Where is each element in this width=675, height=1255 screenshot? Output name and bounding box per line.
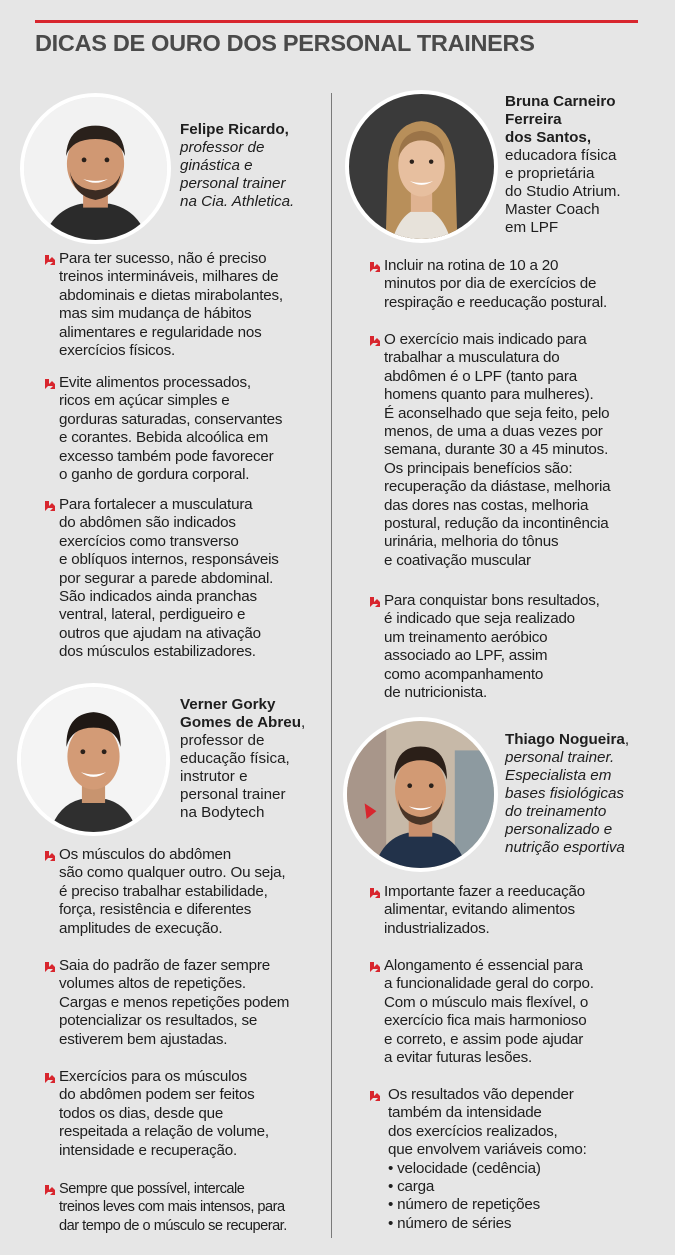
headline-rule	[35, 20, 638, 23]
tip-line: do abdômen são indicados	[59, 514, 236, 532]
bio-line: educadora física	[505, 147, 617, 164]
tip-line: um treinamento aeróbico	[384, 628, 548, 646]
thiago-portrait	[347, 721, 494, 868]
tip-line: exercício fica mais harmonioso	[384, 1012, 587, 1030]
tip-line: O exercício mais indicado para	[384, 331, 587, 348]
tip-line: homens quanto para mulheres).	[384, 386, 594, 404]
tip-line: recuperação da diástase, melhoria	[384, 478, 611, 496]
tip-line: de nutricionista.	[384, 684, 487, 702]
tip-line: todos os dias, desde que	[59, 1104, 224, 1122]
tip-line: exercícios físicos.	[59, 342, 176, 360]
tip-line: respeitada a relação de volume,	[59, 1123, 269, 1141]
bio-line: e proprietária	[505, 165, 595, 182]
tip-line: • número de séries	[388, 1214, 512, 1232]
verner-name-line1: Verner Gorky	[180, 696, 276, 713]
tip-line: Para fortalecer a musculatura	[59, 496, 253, 513]
tip-line: industrializados.	[384, 919, 490, 937]
thiago-bio: Thiago Nogueira, personal trainer. Especialista em bases fisiológicas do treinamento personalizado e nutrição esportiva	[505, 731, 665, 857]
tip-line: Alongamento é essencial para	[384, 957, 583, 974]
bruna-portrait	[349, 94, 494, 239]
tip-line: Sempre que possível, intercale	[59, 1181, 245, 1197]
tip-line: volumes altos de repetições.	[59, 975, 246, 993]
tip-line: como acompanhamento	[384, 665, 544, 683]
red-arrow-icon	[44, 961, 56, 973]
bio-line: Master Coach	[505, 201, 600, 218]
tip-line: a funcionalidade geral do corpo.	[384, 975, 594, 993]
tip-line: amplitudes de execução.	[59, 919, 223, 937]
thiago-name: Thiago Nogueira	[505, 731, 625, 748]
tip-line: estiverem bem ajustadas.	[59, 1030, 228, 1048]
felipe-bio: Felipe Ricardo, professor de ginástica e personal trainer na Cia. Athletica.	[180, 121, 320, 211]
bio-line: personal trainer.	[505, 749, 615, 766]
tip-line: Os músculos do abdômen	[59, 846, 232, 863]
tip-line: Exercícios para os músculos	[59, 1068, 247, 1085]
tip-line: semana, durante 30 a 45 minutos.	[384, 441, 609, 459]
felipe-photo	[20, 93, 171, 244]
bruna-name-line2: Ferreira	[505, 111, 562, 128]
tip-line: Evite alimentos processados,	[59, 374, 251, 391]
column-divider	[331, 93, 332, 1238]
tip-line: do abdômen podem ser feitos	[59, 1086, 255, 1104]
tip-line: que envolvem variáveis como:	[388, 1141, 587, 1159]
tip-line: dos exercícios realizados,	[388, 1122, 558, 1140]
verner-name-line2: Gomes de Abreu	[180, 714, 301, 731]
tip-line: treinos leves com mais intensos, para	[59, 1199, 285, 1216]
bio-line: professor de	[180, 139, 265, 156]
bio-line: professor de	[180, 732, 265, 749]
tip-line: é preciso trabalhar estabilidade,	[59, 882, 268, 900]
red-arrow-icon	[44, 254, 56, 266]
bio-line: na Bodytech	[180, 804, 265, 821]
tip-line: associado ao LPF, assim	[384, 647, 548, 665]
tip-line: abdominais e dietas mirabolantes,	[59, 286, 283, 304]
tip-line: Para conquistar bons resultados,	[384, 592, 600, 609]
tip-line: e coativação muscular	[384, 551, 531, 569]
red-arrow-icon	[44, 500, 56, 512]
bio-line: na Cia. Athletica.	[180, 193, 295, 210]
red-arrow-icon	[369, 1090, 381, 1102]
tip-line: minutos por dia de exercícios de	[384, 275, 597, 293]
felipe-portrait	[24, 97, 167, 240]
tip-line: Incluir na rotina de 10 a 20	[384, 257, 559, 274]
tip-line: respiração e reeducação postural.	[384, 293, 608, 311]
tip-line: É aconselhado que seja feito, pelo	[384, 404, 610, 422]
tip-line: das dores nas costas, melhoria	[384, 496, 589, 514]
tip-line: ricos em açúcar simples e	[59, 392, 230, 410]
tip-line: postural, redução da incontinência	[384, 515, 609, 533]
bio-line: bases fisiológicas	[505, 785, 625, 802]
tip-line: também da intensidade	[388, 1104, 542, 1122]
tip-line: São indicados ainda pranchas	[59, 588, 257, 606]
red-arrow-icon	[369, 335, 381, 347]
red-arrow-icon	[369, 887, 381, 899]
bio-line: ginástica e	[180, 157, 253, 174]
verner-bio: Verner Gorky Gomes de Abreu, professor de educação física, instrutor e personal trainer na Bodytech	[180, 696, 325, 822]
tip-line: Importante fazer a reeducação	[384, 883, 586, 900]
tip-line: gorduras saturadas, conservantes	[59, 410, 283, 428]
felipe-name: Felipe Ricardo	[180, 121, 285, 138]
red-arrow-icon	[44, 1072, 56, 1084]
bio-line: educação física,	[180, 750, 290, 767]
tip-line: • velocidade (cedência)	[388, 1159, 541, 1177]
tip-line: dar tempo de o músculo se recuperar.	[59, 1217, 287, 1234]
bruna-name-line3: dos Santos	[505, 129, 587, 146]
tip-line: e correto, e assim pode ajudar	[384, 1030, 584, 1048]
red-arrow-icon	[369, 961, 381, 973]
tip-line: dos músculos estabilizadores.	[59, 643, 256, 661]
tip-line: • carga	[388, 1178, 435, 1196]
bio-line: personalizado e	[505, 821, 613, 838]
thiago-photo	[343, 717, 498, 872]
tip-line: intensidade e recuperação.	[59, 1141, 238, 1159]
bio-line: nutrição esportiva	[505, 839, 625, 856]
red-arrow-icon	[44, 378, 56, 390]
bio-line: do Studio Atrium.	[505, 183, 621, 200]
tip-line: Os principais benefícios são:	[384, 459, 573, 477]
tip-line: força, resistência e diferentes	[59, 901, 252, 919]
tip-line: a evitar futuras lesões.	[384, 1049, 532, 1067]
red-arrow-icon	[44, 1184, 56, 1196]
tip-line: o ganho de gordura corporal.	[59, 466, 250, 484]
tip-line: menos, de uma a duas vezes por	[384, 423, 603, 441]
tip-line: Saia do padrão de fazer sempre	[59, 957, 270, 974]
tip-line: e oblíquos internos, responsáveis	[59, 551, 279, 569]
red-arrow-icon	[369, 261, 381, 273]
tip-line: trabalhar a musculatura do	[384, 349, 560, 367]
bio-line: instrutor e	[180, 768, 248, 785]
page-headline: DICAS DE OURO DOS PERSONAL TRAINERS	[35, 30, 535, 56]
tip-line: Para ter sucesso, não é preciso	[59, 250, 267, 267]
bio-line: personal trainer	[180, 175, 286, 192]
tip-line: potencializar os resultados, se	[59, 1012, 258, 1030]
bio-line: Especialista em	[505, 767, 612, 784]
tip-line: alimentar, evitando alimentos	[384, 901, 575, 919]
bruna-photo	[345, 90, 498, 243]
tip-line: urinária, melhoria do tônus	[384, 533, 559, 551]
tip-line: é indicado que seja realizado	[384, 610, 575, 628]
verner-portrait	[21, 687, 166, 832]
red-arrow-icon	[44, 850, 56, 862]
tip-line: e corantes. Bebida alcoólica em	[59, 429, 269, 447]
bruna-bio: Bruna Carneiro Ferreira dos Santos, educadora física e proprietária do Studio Atrium. Master Coach em LPF	[505, 93, 665, 237]
bruna-name-line1: Bruna Carneiro	[505, 93, 616, 110]
bio-line: personal trainer	[180, 786, 286, 803]
tip-line: Cargas e menos repetições podem	[59, 993, 290, 1011]
tip-line: treinos intermináveis, milhares de	[59, 268, 279, 286]
tip-line: excesso também pode favorecer	[59, 447, 274, 465]
tip-line: ventral, lateral, perdigueiro e	[59, 606, 246, 624]
tip-line: alimentares e regularidade nos	[59, 323, 262, 341]
tip-line: outros que ajudam na ativação	[59, 624, 261, 642]
tip-line: abdômen é o LPF (tanto para	[384, 367, 578, 385]
tip-line: são como qualquer outro. Ou seja,	[59, 864, 286, 882]
tip-line: por segurar a parede abdominal.	[59, 569, 274, 587]
verner-photo	[17, 683, 170, 836]
bio-line: do treinamento	[505, 803, 607, 820]
bio-line: em LPF	[505, 219, 559, 236]
tip-line: exercícios como transverso	[59, 532, 239, 550]
tip-line: Os resultados vão depender	[388, 1086, 574, 1103]
tip-line: • número de repetições	[388, 1196, 541, 1214]
tip-line: mas sim mudança de hábitos	[59, 305, 252, 323]
red-arrow-icon	[369, 596, 381, 608]
tip-line: Com o músculo mais flexível, o	[384, 993, 589, 1011]
